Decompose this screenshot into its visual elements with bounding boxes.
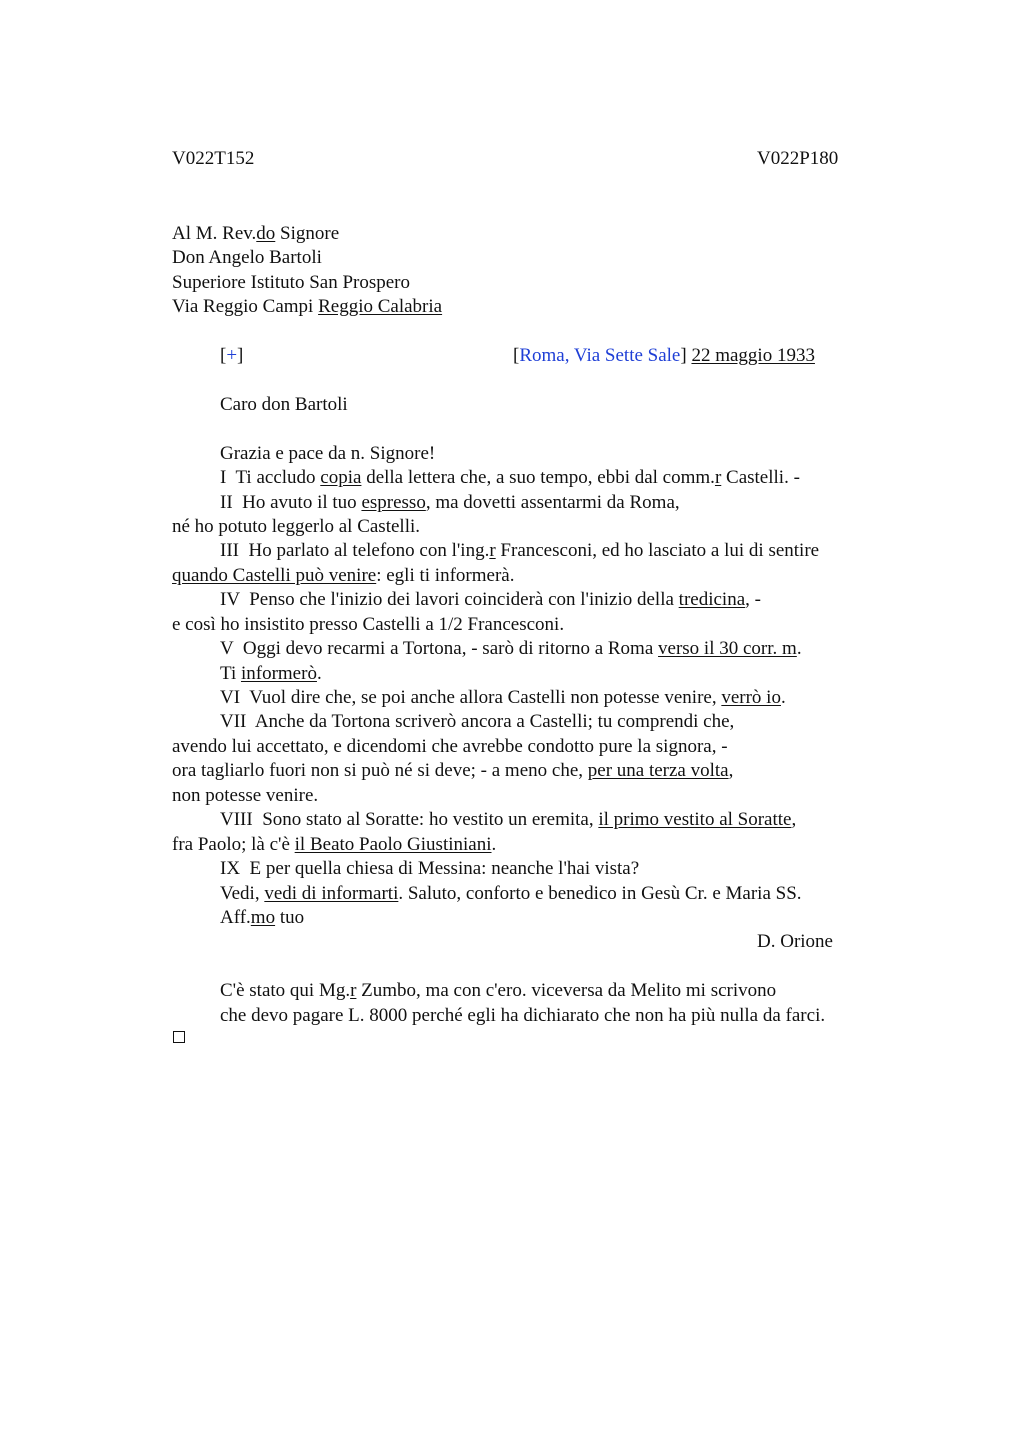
paragraph-line: VI Vuol dire che, se poi anche allora Castelli non potesse venire, verrò io. <box>220 687 786 708</box>
document-code-left: V022T152 <box>172 148 255 169</box>
place-name: Roma, Via Sette Sale <box>519 345 681 366</box>
paragraph-line: ora tagliarlo fuori non si può né si deve; - a meno che, per una terza volta, <box>172 760 734 781</box>
paragraph-line: IV Penso che l'inizio dei lavori coinciderà con l'inizio della tredicina, - <box>220 589 761 610</box>
greeting: Grazia e pace da n. Signore! <box>220 443 436 464</box>
paragraph-line: quando Castelli può venire: egli ti informerà. <box>172 565 515 586</box>
address-line: Al M. Rev.do Signore <box>172 223 340 244</box>
closing: Aff.mo tuo <box>220 907 305 928</box>
postscript-line: che devo pagare L. 8000 perché egli ha dichiarato che non ha più nulla da farci. <box>220 1005 826 1026</box>
address-line: Don Angelo Bartoli <box>172 247 322 268</box>
cross-mark: [+] <box>220 345 244 366</box>
paragraph-line: VII Anche da Tortona scriverò ancora a Castelli; tu comprendi che, <box>220 711 735 732</box>
paragraph-line: III Ho parlato al telefono con l'ing.r Francesconi, ed ho lasciato a lui di sentire <box>220 540 820 561</box>
place-date: [Roma, Via Sette Sale] 22 maggio 1933 <box>513 345 815 366</box>
paragraph-line: V Oggi devo recarmi a Tortona, - sarò di ritorno a Roma verso il 30 corr. m. <box>220 638 802 659</box>
paragraph-line: VIII Sono stato al Soratte: ho vestito un eremita, il primo vestito al Soratte, <box>220 809 797 830</box>
postscript-line: C'è stato qui Mg.r Zumbo, ma con c'ero. viceversa da Melito mi scrivono <box>220 980 777 1001</box>
paragraph-line: IX E per quella chiesa di Messina: neanche l'hai vista? <box>220 858 640 879</box>
address-line: Superiore Istituto San Prospero <box>172 272 411 293</box>
paragraph-line: fra Paolo; là c'è il Beato Paolo Giustiniani. <box>172 834 497 855</box>
paragraph-line: Vedi, vedi di informarti. Saluto, conforto e benedico in Gesù Cr. e Maria SS. <box>220 883 802 904</box>
salutation: Caro don Bartoli <box>220 394 348 415</box>
end-mark-square-icon <box>173 1031 185 1043</box>
paragraph-line: Ti informerò. <box>220 663 322 684</box>
paragraph-line: avendo lui accettato, e dicendomi che avrebbe condotto pure la signora, - <box>172 736 728 757</box>
paragraph-line: non potesse venire. <box>172 785 319 806</box>
letter-date: 22 maggio 1933 <box>691 345 815 366</box>
paragraph-line: II Ho avuto il tuo espresso, ma dovetti assentarmi da Roma, <box>220 492 680 513</box>
paragraph-line: I Ti accludo copia della lettera che, a suo tempo, ebbi dal comm.r Castelli. - <box>220 467 800 488</box>
paragraph-line: né ho potuto leggerlo al Castelli. <box>172 516 421 537</box>
document-code-right: V022P180 <box>757 148 839 169</box>
address-line: Via Reggio Campi Reggio Calabria <box>172 296 443 317</box>
paragraph-line: e così ho insistito presso Castelli a 1/2 Francesconi. <box>172 614 565 635</box>
signature: D. Orione <box>757 931 833 952</box>
